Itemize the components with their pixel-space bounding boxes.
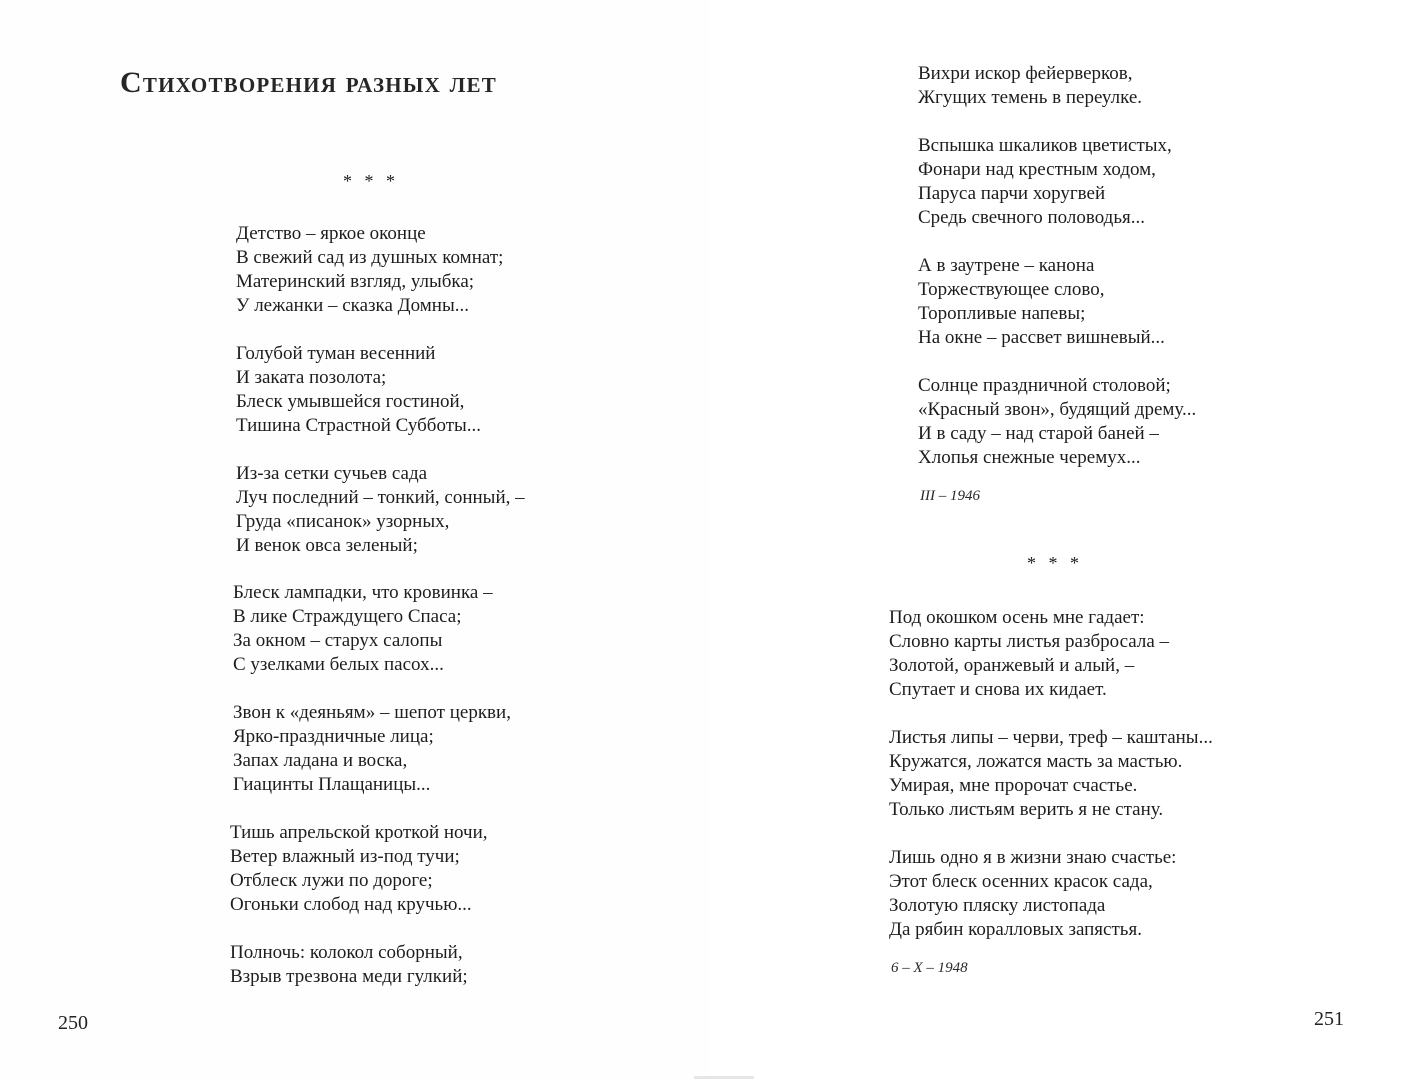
poem-line: Луч последний – тонкий, сонный, – <box>236 487 525 508</box>
binding-mark <box>694 1076 754 1079</box>
stanza <box>233 701 511 797</box>
stanza <box>233 581 511 677</box>
poem-date: 6 – X – 1948 <box>891 960 968 976</box>
poem-line: Фонари над крестным ходом, <box>918 159 1156 180</box>
poem-line: На окне – рассвет вишневый... <box>918 327 1165 348</box>
poem-line: В свежий сад из душных комнат; <box>236 247 504 268</box>
poem-line: Ветер влажный из-под тучи; <box>230 846 460 867</box>
poem-line: Под окошком осень мне гадает: <box>889 607 1145 628</box>
poem-line: Вспышка шкаликов цветистых, <box>918 135 1172 156</box>
stanza <box>236 462 525 558</box>
poem-line: Торопливые напевы; <box>918 303 1086 324</box>
stanza <box>889 726 1213 822</box>
poem-line: И заката позолота; <box>236 367 387 388</box>
poem-line: Только листьям верить я не стану. <box>889 799 1164 820</box>
poem-2 <box>889 606 1213 966</box>
poem-line: Листья липы – черви, треф – каштаны... <box>889 727 1213 748</box>
stanza <box>230 821 488 917</box>
poem-line: Груда «писанок» узорных, <box>236 511 450 532</box>
poem-1-part-2 <box>233 581 511 821</box>
poem-line: Паруса парчи хоругвей <box>918 183 1106 204</box>
poem-line: Да рябин коралловых запястья. <box>889 919 1142 940</box>
poem-line: Детство – яркое оконце <box>236 223 426 244</box>
poem-1-part-1 <box>236 222 525 582</box>
stanza <box>918 134 1196 230</box>
poem-line: Блеск умывшейся гостиной, <box>236 391 465 412</box>
poem-line: За окном – старух салопы <box>233 630 443 651</box>
poem-1-continued <box>918 62 1196 494</box>
poem-separator: * * * <box>1027 553 1083 573</box>
poem-separator: * * * <box>343 171 399 191</box>
poem-line: Огоньки слобод над кручью... <box>230 894 472 915</box>
poem-line: Солнце праздничной столовой; <box>918 375 1171 396</box>
poem-line: А в заутрене – канона <box>918 255 1095 276</box>
poem-line: В лике Страждущего Спаса; <box>233 606 462 627</box>
stanza <box>236 222 525 318</box>
stanza <box>889 606 1213 702</box>
poem-line: Запах ладана и воска, <box>233 750 408 771</box>
poem-line: Умирая, мне пророчат счастье. <box>889 775 1138 796</box>
poem-line: Взрыв трезвона меди гулкий; <box>230 966 468 987</box>
poem-line: Кружатся, ложатся масть за мастью. <box>889 751 1183 772</box>
stanza <box>918 374 1196 470</box>
poem-line: С узелками белых пасох... <box>233 654 444 675</box>
page-number-left: 250 <box>58 1012 88 1034</box>
poem-line: Хлопья снежные черемух... <box>918 447 1141 468</box>
poem-date: III – 1946 <box>920 488 980 504</box>
poem-line: Жгущих темень в переулке. <box>918 87 1143 108</box>
poem-line: Словно карты листья разбросала – <box>889 631 1170 652</box>
poem-line: Отблеск лужи по дороге; <box>230 870 433 891</box>
poem-line: Голубой туман весенний <box>236 343 436 364</box>
poem-line: Тишина Страстной Субботы... <box>236 415 482 436</box>
poem-line: Средь свечного половодья... <box>918 207 1145 228</box>
poem-line: Материнский взгляд, улыбка; <box>236 271 475 292</box>
stanza <box>236 342 525 438</box>
poem-line: Торжествующее слово, <box>918 279 1105 300</box>
poem-line: Вихри искор фейерверков, <box>918 63 1133 84</box>
right-page <box>709 0 1418 1080</box>
poem-line: «Красный звон», будящий дрему... <box>918 399 1197 420</box>
stanza <box>918 254 1196 350</box>
poem-line: Лишь одно я в жизни знаю счастье: <box>889 847 1177 868</box>
poem-line: Полночь: колокол соборный, <box>230 942 463 963</box>
stanza <box>918 62 1196 110</box>
poem-line: Спутает и снова их кидает. <box>889 679 1107 700</box>
poem-line: Ярко-праздничные лица; <box>233 726 434 747</box>
poem-line: Тишь апрельской кроткой ночи, <box>230 822 488 843</box>
poem-line: У лежанки – сказка Домны... <box>236 295 469 316</box>
poem-line: Блеск лампадки, что кровинка – <box>233 582 493 603</box>
page-number-right: 251 <box>1314 1008 1344 1030</box>
poem-line: Золотой, оранжевый и алый, – <box>889 655 1135 676</box>
poem-line: И венок овса зеленый; <box>236 535 418 556</box>
poem-line: Из-за сетки сучьев сада <box>236 463 428 484</box>
poem-line: Золотую пляску листопада <box>889 895 1106 916</box>
poem-line: Звон к «деяньям» – шепот церкви, <box>233 702 511 723</box>
poem-line: Этот блеск осенних красок сада, <box>889 871 1153 892</box>
stanza <box>889 846 1213 942</box>
poem-line: И в саду – над старой баней – <box>918 423 1159 444</box>
poem-1-part-3 <box>230 821 488 1013</box>
stanza <box>230 941 488 989</box>
poem-line: Гиацинты Плащаницы... <box>233 774 431 795</box>
section-title: Стихотворения разных лет <box>120 66 497 99</box>
